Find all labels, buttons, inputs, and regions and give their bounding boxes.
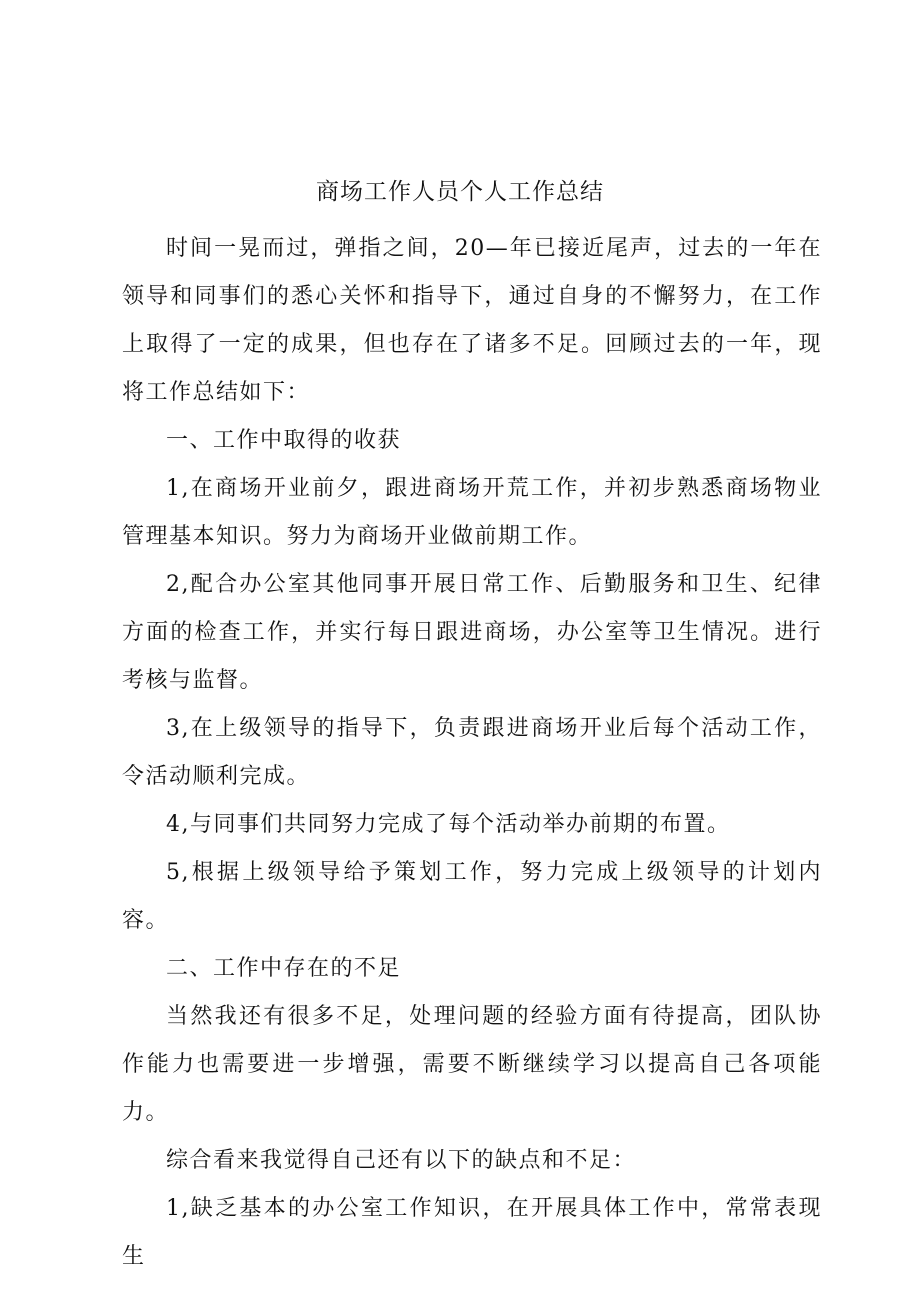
list-item-gain-2: 2,配合办公室其他同事开展日常工作、后勤服务和卫生、纪律方面的检查工作，并实行每日跟进商场，办公室等卫生情况。进行考核与监督。 [122, 572, 822, 693]
paragraph-intro: 时间一晃而过，弹指之间，20—年已接近尾声，过去的一年在领导和同事们的悉心关怀和指导下，通过自身的不懈努力，在工作上取得了一定的成果，但也存在了诸多不足。回顾过去的一年，现将工作总结如下： [122, 236, 822, 405]
paragraph-summary: 综合看来我觉得自己还有以下的缺点和不足： [166, 1148, 637, 1173]
list-item-gain-1: 1,在商场开业前夕，跟进商场开荒工作，并初步熟悉商场物业管理基本知识。努力为商场开业做前期工作。 [122, 476, 822, 549]
list-item-gain-3: 3,在上级领导的指导下，负责跟进商场开业后每个活动工作，令活动顺利完成。 [122, 716, 822, 789]
section-heading-shortcomings: 二、工作中存在的不足 [166, 956, 402, 981]
document-title: 商场工作人员个人工作总结 [316, 179, 604, 205]
list-item-gain-4: 4,与同事们共同努力完成了每个活动举办前期的布置。 [166, 812, 731, 837]
document-body [122, 225, 822, 1281]
list-item-shortcoming-1: 1,缺乏基本的办公室工作知识，在开展具体工作中，常常表现生 [122, 1196, 822, 1269]
list-item-gain-5: 5,根据上级领导给予策划工作，努力完成上级领导的计划内容。 [122, 860, 822, 933]
section-heading-gains: 一、工作中取得的收获 [166, 428, 402, 453]
paragraph-shortcomings: 当然我还有很多不足，处理问题的经验方面有待提高，团队协作能力也需要进一步增强，需要不断继续学习以提高自己各项能力。 [122, 1004, 822, 1125]
